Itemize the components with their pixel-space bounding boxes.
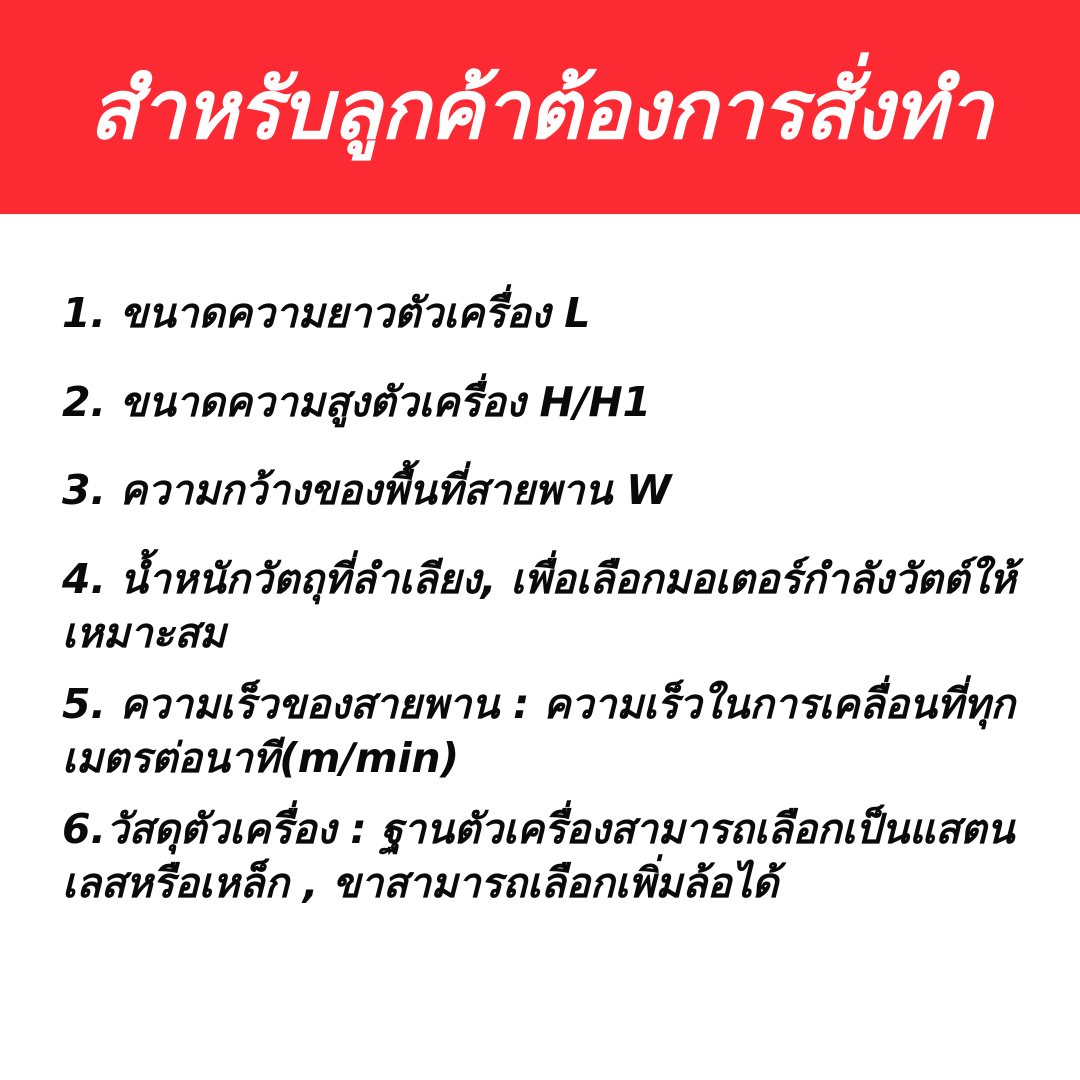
list-item: 1. ขนาดความยาวตัวเครื่อง L [62,289,591,337]
content-area [0,214,1080,1080]
list-item: 4. น้ำหนักวัตถุที่ลำเลียง, เพื่อเลือกมอเตอร์กำลังวัตต์ให้เหมาะสม [62,554,1016,658]
header-banner [0,0,1080,214]
list-item: 5. ความเร็วของสายพาน : ความเร็วในการเคลื่อนที่ทุกเมตรต่อนาที(m/min) [62,679,1015,783]
requirements-list [62,286,1018,911]
list-item: 2. ขนาดความสูงตัวเครื่อง H/H1 [62,377,651,426]
page-title: สำหรับลูกค้าต้องการสั่งทำ [88,62,992,158]
list-item: 3. ความกว้างของพื้นที่สายพาน W [62,466,672,515]
list-item: 6.วัสดุตัวเครื่อง : ฐานตัวเครื่องสามารถเลือกเป็นแสตนเลสหรือเหล็ก , ขาสามารถเลือกเพิ่มล้อได้ [62,804,1015,908]
